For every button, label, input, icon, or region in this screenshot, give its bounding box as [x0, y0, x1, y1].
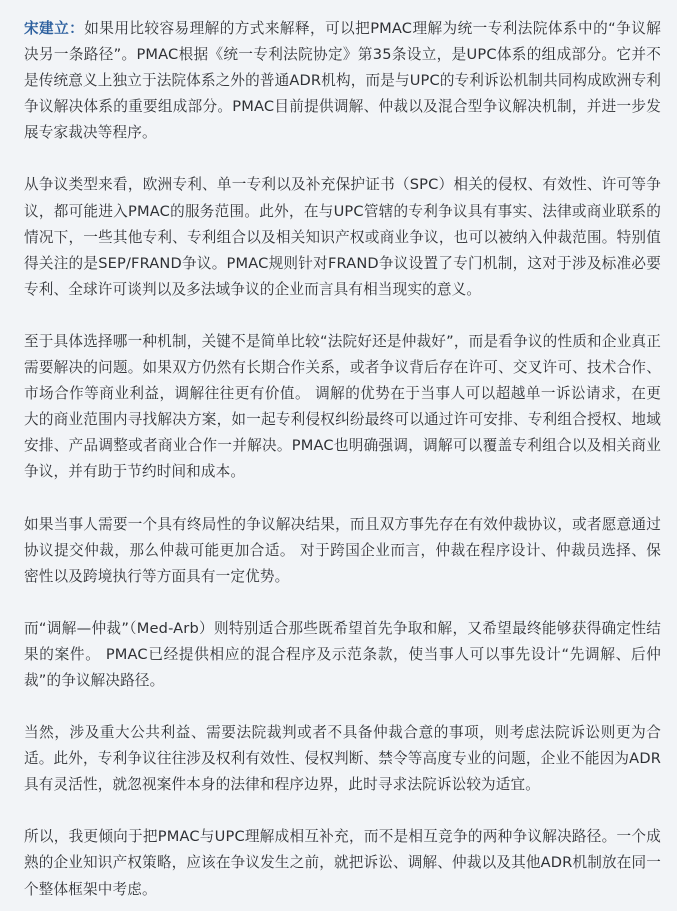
- paragraph-text: 如果用比较容易理解的方式来解释，可以把PMAC理解为统一专利法院体系中的“争议解决另一条路径”。PMAC根据《统一专利法院协定》第35条设立，是UPC体系的组成部分。它并不是传统意义上独立于法院体系之外的普通ADR机构，而是与UPC的专利诉讼机制共同构成欧洲专利争议解决体系的重要组成部分。PMAC目前提供调解、仲裁以及混合型争议解决机制，并进一步发展专家裁决等程序。: [24, 20, 661, 142]
- paragraph-3: 至于具体选择哪一种机制，关键不是简单比较“法院好还是仲裁好”，而是看争议的性质和企业真正需要解决的问题。如果双方仍然有长期合作关系，或者争议背后存在许可、交叉许可、技术合作、市场合作等商业利益，调解往往更有价值。 调解的优势在于当事人可以超越单一诉讼请求，在更大的商业范围内寻找解决方案，如一起专利侵权纠纷最终可以通过许可安排、专利组合授权、地域安排、产品调整或者商业合作一并解决。PMAC也明确强调，调解可以覆盖专利组合以及相关商业争议，并有助于节约时间和成本。: [24, 332, 661, 481]
- paragraph-1: [24, 16, 661, 146]
- paragraph-5: 而“调解—仲裁”（Med-Arb）则特别适合那些既希望首先争取和解，又希望最终能够获得确定性结果的案件。 PMAC已经提供相应的混合程序及示范条款，使当事人可以事先设计“先调解、后仲裁”的争议解决路径。: [24, 619, 661, 689]
- speaker-name: 宋建立：: [24, 20, 85, 37]
- paragraph-7: 所以，我更倾向于把PMAC与UPC理解成相互补充，而不是相互竞争的两种争议解决路径。一个成熟的企业知识产权策略，应该在争议发生之前，就把诉讼、调解、仲裁以及其他ADR机制放在同一个整体框架中考虑。: [24, 828, 661, 898]
- paragraph-6: 当然，涉及重大公共利益、需要法院裁判或者不具备仲裁合意的事项，则考虑法院诉讼则更为合适。此外，专利争议往往涉及权利有效性、侵权判断、禁令等高度专业的问题，企业不能因为ADR具有灵活性，就忽视案件本身的法律和程序边界，此时寻求法院诉讼较为适宜。: [24, 724, 661, 794]
- paragraph-2: 从争议类型来看，欧洲专利、单一专利以及补充保护证书（SPC）相关的侵权、有效性、许可等争议，都可能进入PMAC的服务范围。此外，在与UPC管辖的专利争议具有事实、法律或商业联系的情况下，一些其他专利、专利组合以及相关知识产权或商业争议，也可以被纳入仲裁范围。特别值得关注的是SEP/FRAND争议。PMAC规则针对FRAND争议设置了专门机制，这对于涉及标准必要专利、全球许可谈判以及多法域争议的企业而言具有相当现实的意义。: [24, 176, 661, 298]
- paragraph-4: 如果当事人需要一个具有终局性的争议解决结果，而且双方事先存在有效仲裁协议，或者愿意通过协议提交仲裁，那么仲裁可能更加合适。 对于跨国企业而言，仲裁在程序设计、仲裁员选择、保密性以及跨境执行等方面具有一定优势。: [24, 515, 661, 585]
